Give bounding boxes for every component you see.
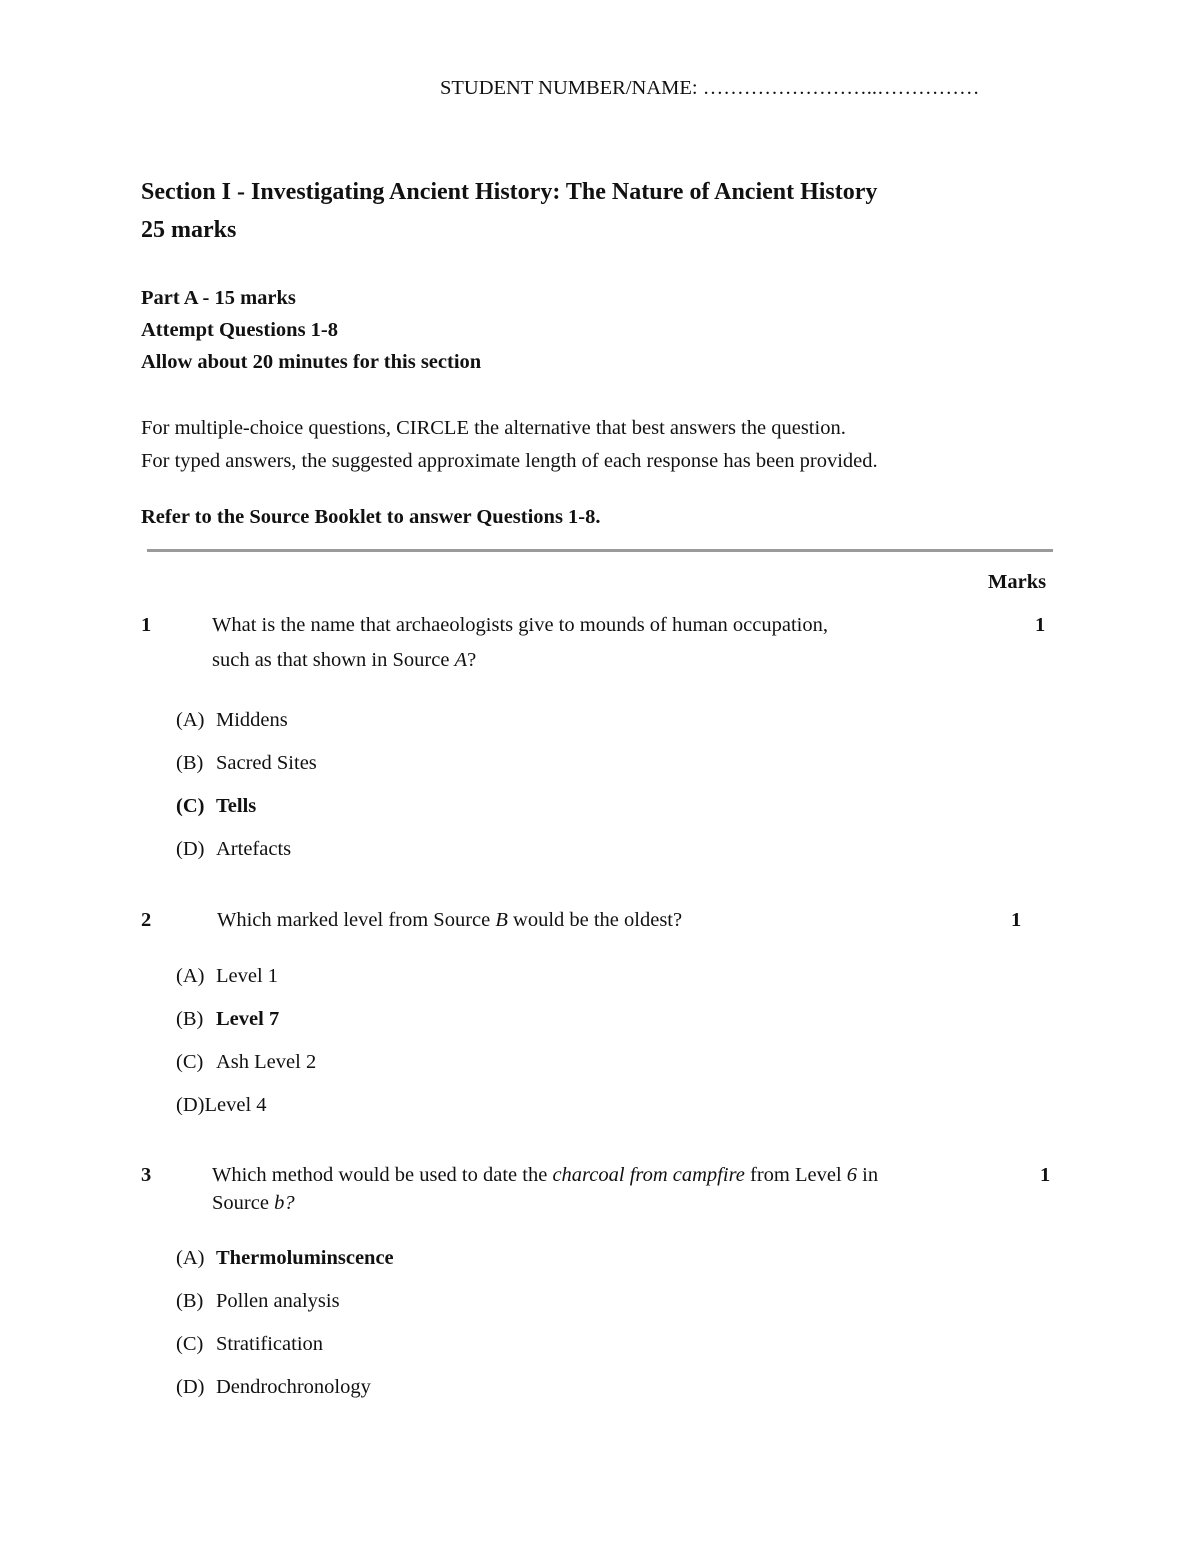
question-text-part: Source — [212, 1192, 275, 1214]
option-text: Ash Level 2 — [216, 1051, 317, 1073]
option-text: Pollen analysis — [216, 1290, 340, 1312]
option-label: (B) — [176, 752, 204, 774]
option-a[interactable] — [176, 966, 278, 987]
option-label: (A) — [176, 965, 205, 987]
question-text-part: in — [857, 1164, 879, 1186]
source-reference: b? — [274, 1192, 295, 1214]
question-text-part: ? — [467, 649, 477, 671]
source-reference: charcoal from campfire — [552, 1164, 745, 1186]
question-text — [217, 910, 682, 931]
attempt-instruction: Attempt Questions 1-8 — [141, 319, 339, 341]
option-label: (B) — [176, 1008, 204, 1030]
option-label: (C) — [176, 1051, 204, 1073]
question-text-part: would be the oldest? — [507, 909, 683, 931]
option-c[interactable] — [176, 796, 256, 817]
option-label: (A) — [176, 709, 205, 731]
question-text-part: such as that shown in Source — [212, 649, 455, 671]
option-label: (D) — [176, 1376, 205, 1398]
source-reference: A — [454, 649, 468, 671]
question-number: 3 — [141, 1164, 152, 1186]
source-reference: B — [495, 909, 508, 931]
option-text: Tells — [216, 795, 257, 817]
option-label: (C) — [176, 1333, 204, 1355]
question-text-part: from Level — [744, 1164, 847, 1186]
question-marks: 1 — [1011, 909, 1022, 931]
option-label: (C) — [176, 795, 205, 817]
question-text: What is the name that archaeologists give to mounds of human occupation, — [212, 614, 828, 636]
time-instruction: Allow about 20 minutes for this section — [141, 351, 482, 373]
question-text-part: Which method would be used to date the — [212, 1164, 553, 1186]
option-label: (D) — [176, 838, 205, 860]
option-c[interactable] — [176, 1052, 316, 1073]
option-d[interactable] — [176, 839, 291, 860]
option-text: Level 4 — [204, 1094, 267, 1116]
question-text — [212, 1165, 878, 1186]
question-marks: 1 — [1040, 1164, 1051, 1186]
level-reference: 6 — [846, 1164, 858, 1186]
option-text: Sacred Sites — [216, 752, 317, 774]
question-text-part: Which marked level from Source — [217, 909, 496, 931]
section-marks: 25 marks — [141, 217, 237, 243]
option-text: Middens — [216, 709, 288, 731]
option-text: Stratification — [216, 1333, 324, 1355]
option-d[interactable] — [176, 1095, 267, 1116]
option-text: Artefacts — [216, 838, 292, 860]
option-text: Level 1 — [216, 965, 279, 987]
option-b[interactable] — [176, 1291, 340, 1312]
question-text-continued — [212, 1193, 295, 1214]
option-a[interactable] — [176, 710, 288, 731]
multiple-choice-instruction: For multiple-choice questions, CIRCLE the alternative that best answers the question. — [141, 417, 846, 439]
option-b[interactable] — [176, 753, 317, 774]
student-name-field-label: STUDENT NUMBER/NAME: ……………………..…………… — [440, 77, 980, 99]
part-title: Part A - 15 marks — [141, 287, 296, 309]
option-label: (D) — [176, 1094, 205, 1116]
option-text: Thermoluminscence — [216, 1247, 394, 1269]
option-b[interactable] — [176, 1009, 279, 1030]
source-booklet-instruction: Refer to the Source Booklet to answer Questions 1-8. — [141, 506, 601, 528]
question-marks: 1 — [1035, 614, 1046, 636]
option-a[interactable] — [176, 1248, 394, 1269]
question-number: 2 — [141, 909, 152, 931]
option-d[interactable] — [176, 1377, 371, 1398]
option-c[interactable] — [176, 1334, 323, 1355]
question-number: 1 — [141, 614, 152, 636]
section-title: Section I - Investigating Ancient History: The Nature of Ancient History — [141, 179, 878, 205]
option-text: Dendrochronology — [216, 1376, 371, 1398]
typed-answer-instruction: For typed answers, the suggested approximate length of each response has been provided. — [141, 450, 878, 472]
divider-rule — [147, 549, 1053, 552]
marks-column-header: Marks — [988, 571, 1047, 593]
option-text: Level 7 — [216, 1008, 280, 1030]
option-label: (A) — [176, 1247, 205, 1269]
option-label: (B) — [176, 1290, 204, 1312]
question-text-continued — [212, 650, 476, 671]
